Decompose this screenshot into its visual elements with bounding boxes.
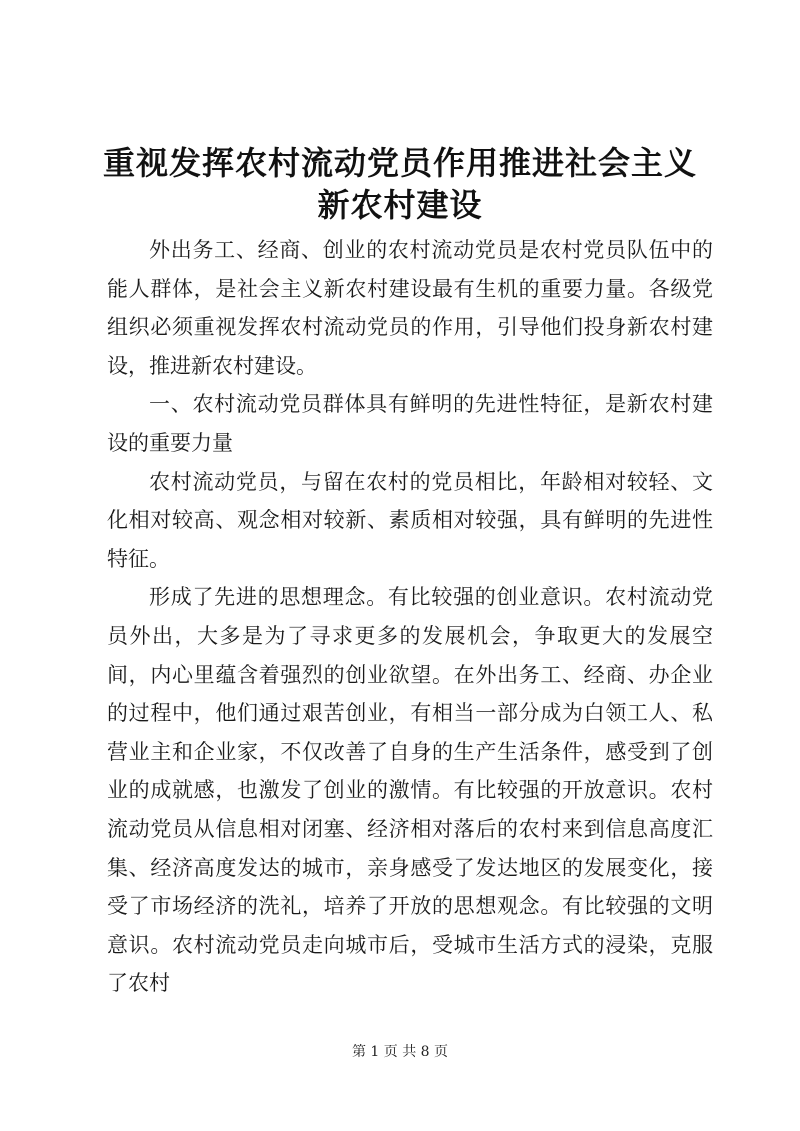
document-body [107, 231, 713, 1003]
section-heading-one: 一、农村流动党员群体具有鲜明的先进性特征，是新农村建设的重要力量 [107, 392, 713, 455]
paragraph-ideas: 形成了先进的思想理念。有比较强的创业意识。农村流动党员外出，大多是为了寻求更多的发展机会，争取更大的发展空间，内心里蕴含着强烈的创业欲望。在外出务工、经商、办企业的过程中，他们通过艰苦创业，有相当一部分成为白领工人、私营业主和企业家，不仅改善了自身的生产生活条件，感受到了创业的成就感，也激发了创业的激情。有比较强的开放意识。农村流动党员从信息相对闭塞、经济相对落后的农村来到信息高度汇集、经济高度发达的城市，亲身感受了发达地区的发展变化，接受了市场经济的洗礼，培养了开放的思想观念。有比较强的文明意识。农村流动党员走向城市后，受城市生活方式的浸染，克服了农村 [107, 585, 713, 996]
paragraph-intro: 外出务工、经商、创业的农村流动党员是农村党员队伍中的能人群体，是社会主义新农村建设最有生机的重要力量。各级党组织必须重视发挥农村流动党员的作用，引导他们投身新农村建设，推进新农村建设。 [107, 238, 713, 378]
page-number-footer: 第 1 页 共 8 页 [351, 1044, 449, 1060]
paragraph-characteristics: 农村流动党员，与留在农村的党员相比，年龄相对较轻、文化相对较高、观念相对较新、素质相对较强，具有鲜明的先进性特征。 [107, 469, 713, 571]
document-title: 重视发挥农村流动党员作用推进社会主义新农村建设 [102, 144, 697, 224]
